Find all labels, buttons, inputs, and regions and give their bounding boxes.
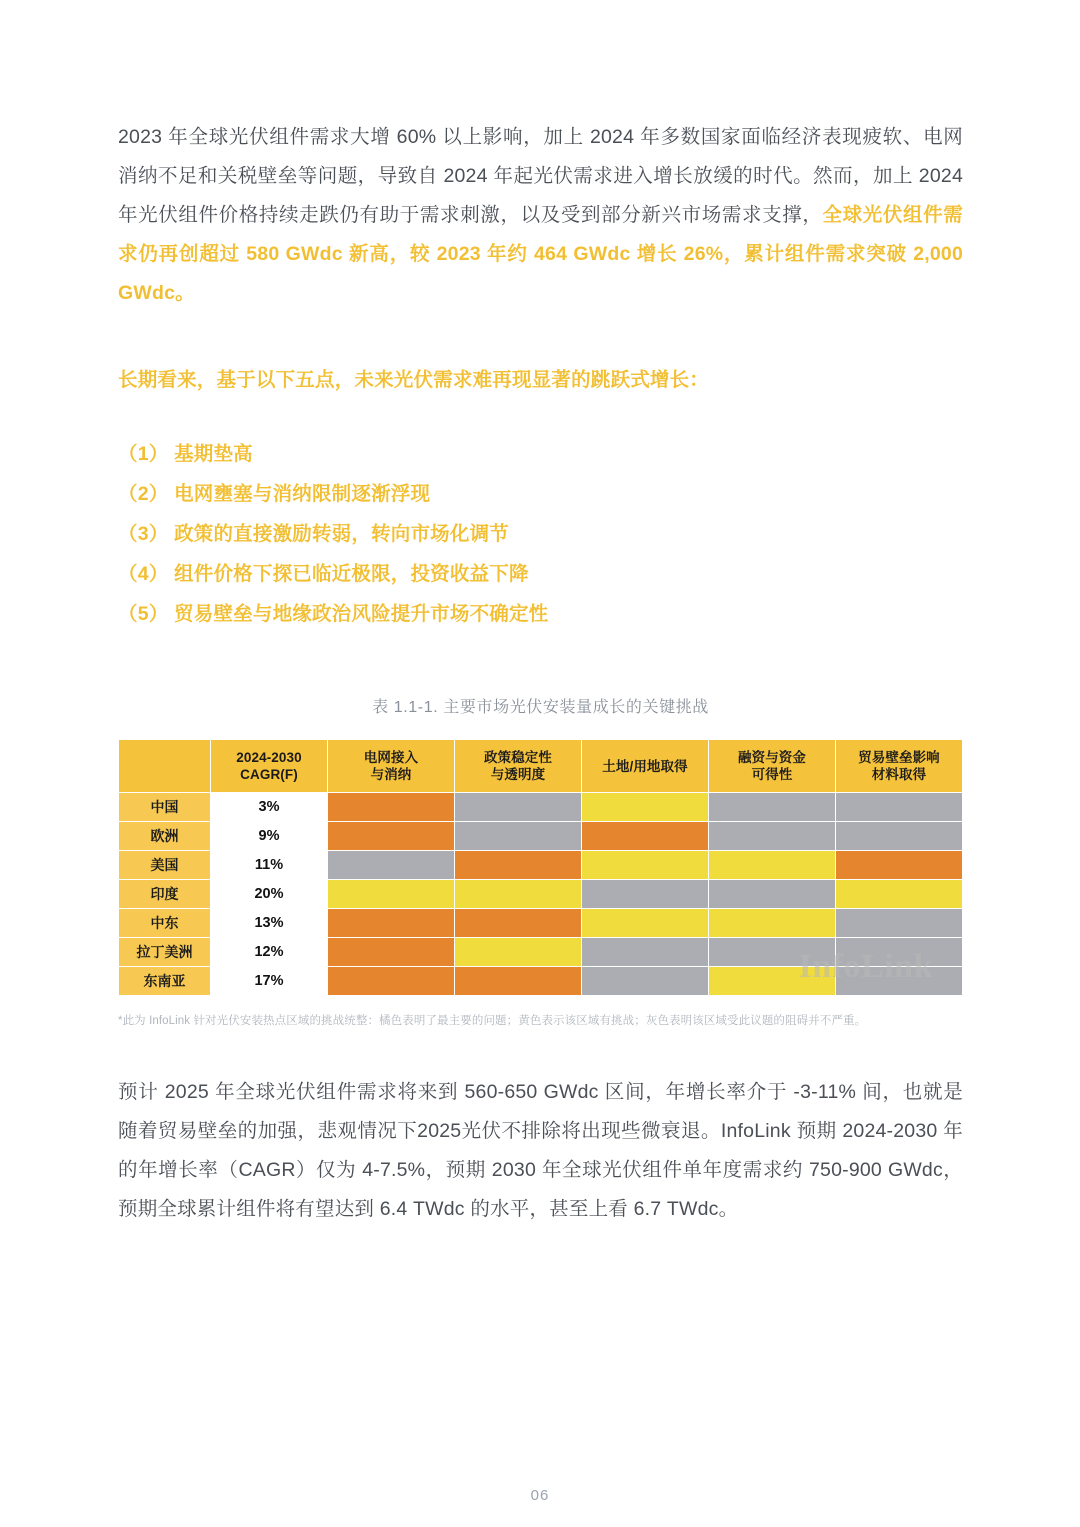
column-header-grid-access (328, 740, 455, 793)
cell-severity (709, 822, 836, 851)
cell-severity (455, 880, 582, 909)
header-line-1: 2024-2030 (236, 750, 302, 765)
cell-severity (455, 851, 582, 880)
column-header-cagr (211, 740, 328, 793)
table-row (119, 938, 963, 967)
forecast-paragraph: 预计 2025 年全球光伏组件需求将来到 560-650 GWdc 区间，年增长率介于 -3-11% 间，也就是随着贸易壁垒的加强，悲观情况下2025光伏不排除将出现些微衰退。InfoLink 预期 2024-2030 年的年增长率（CAGR）仅为 4-7.5%，预期 2030 年全球光伏组件单年度需求约 750-900 GWdc，预期全球累计组件将有望达到 6.4 TWdc 的水平，甚至上看 6.7 TWdc。 (118, 1081, 963, 1220)
spacer (118, 313, 963, 361)
header-line-1: 贸易壁垒影响 (858, 750, 940, 765)
cell-severity (582, 938, 709, 967)
row-header-region: 印度 (119, 880, 211, 909)
cell-cagr: 12% (211, 938, 328, 967)
table-row (119, 851, 963, 880)
cell-severity (328, 851, 455, 880)
cell-severity (709, 967, 836, 996)
challenge-list (118, 434, 963, 634)
list-item: （2） 电网壅塞与消纳限制逐渐浮现 (118, 483, 431, 505)
cell-severity (836, 909, 963, 938)
cell-severity (328, 967, 455, 996)
cell-severity (455, 909, 582, 938)
page-number: 06 (530, 1487, 550, 1504)
table-row (119, 793, 963, 822)
cell-severity (836, 880, 963, 909)
lead-line: 长期看来，基于以下五点，未来光伏需求难再现显著的跳跃式增长： (118, 369, 710, 391)
list-item: （5） 贸易壁垒与地缘政治风险提升市场不确定性 (118, 603, 549, 625)
cell-severity (455, 793, 582, 822)
cell-severity (836, 967, 963, 996)
cell-cagr: 20% (211, 880, 328, 909)
column-header-trade-barrier (836, 740, 963, 793)
cell-severity (582, 793, 709, 822)
cell-cagr: 11% (211, 851, 328, 880)
table-row (119, 909, 963, 938)
cell-cagr: 17% (211, 967, 328, 996)
cell-severity (709, 909, 836, 938)
column-header-land-acquisition (582, 740, 709, 793)
cell-severity (582, 851, 709, 880)
table-header-row (119, 740, 963, 793)
cell-severity (328, 909, 455, 938)
table-section (118, 694, 963, 1029)
table-footnote: *此为 InfoLink 针对光伏安装热点区域的挑战统整：橘色表明了最主要的问题；黄色表示该区域有挑战；灰色表明该区域受此议题的阻碍并不严重。 (118, 1015, 867, 1027)
header-line-1: 融资与资金 (738, 750, 806, 765)
header-line-2: 与透明度 (490, 767, 546, 782)
table-body (119, 793, 963, 996)
intro-paragraph-highlight: 全球光伏组件需求仍再创超过 580 GWdc 新高，较 2023 年约 464 GWdc 增长 26%，累计组件需求突破 2,000 GWdc。 (118, 204, 963, 304)
table-row (119, 822, 963, 851)
cell-severity (582, 909, 709, 938)
row-header-region: 中国 (119, 793, 211, 822)
row-header-region: 拉丁美洲 (119, 938, 211, 967)
intro-paragraph (118, 118, 963, 313)
cell-severity (836, 822, 963, 851)
header-line-2: 材料取得 (871, 767, 927, 782)
header-line-1: 电网接入 (363, 750, 419, 765)
row-header-region: 东南亚 (119, 967, 211, 996)
spacer (118, 1029, 963, 1073)
list-item: （3） 政策的直接激励转弱，转向市场化调节 (118, 523, 509, 545)
list-item: （1） 基期垫高 (118, 443, 253, 465)
cell-severity (328, 938, 455, 967)
spacer (118, 400, 963, 434)
cell-severity (582, 967, 709, 996)
cell-severity (455, 967, 582, 996)
cell-cagr: 13% (211, 909, 328, 938)
header-line-2: 可得性 (751, 767, 793, 782)
column-header-policy-stability (455, 740, 582, 793)
header-line-1: 政策稳定性 (484, 750, 552, 765)
cell-severity (328, 822, 455, 851)
infolink-watermark: InfoLink (798, 948, 933, 985)
header-line-2: 与消纳 (370, 767, 412, 782)
cell-severity (582, 880, 709, 909)
cell-cagr: 9% (211, 822, 328, 851)
column-header-financing (709, 740, 836, 793)
row-header-region: 中东 (119, 909, 211, 938)
table-corner-cell (119, 740, 211, 793)
cell-severity (455, 822, 582, 851)
header-line-2: CAGR(F) (240, 767, 298, 782)
cell-severity (709, 793, 836, 822)
row-header-region: 美国 (119, 851, 211, 880)
cell-severity (836, 793, 963, 822)
cell-severity (328, 880, 455, 909)
intro-paragraph-plain: 2023 年全球光伏组件需求大增 60% 以上影响，加上 2024 年多数国家面临经济表现疲软、电网消纳不足和关税壁垒等问题，导致自 2024 年起光伏需求进入增长放缓的时代。然而，加上 2024 年光伏组件价格持续走跌仍有助于需求刺激，以及受到部分新兴市场需求支撑， (118, 126, 963, 226)
cell-severity (709, 880, 836, 909)
cell-severity (709, 851, 836, 880)
table-row (119, 967, 963, 996)
cell-severity (709, 938, 836, 967)
row-header-region: 欧洲 (119, 822, 211, 851)
cell-cagr: 3% (211, 793, 328, 822)
cell-severity (582, 822, 709, 851)
challenge-matrix-table (118, 739, 963, 996)
table-row (119, 880, 963, 909)
table-header (119, 740, 963, 793)
page-content (118, 118, 963, 1229)
list-item: （4） 组件价格下探已临近极限，投资收益下降 (118, 563, 529, 585)
cell-severity (836, 938, 963, 967)
header-line-1: 土地/用地取得 (602, 758, 688, 774)
cell-severity (328, 793, 455, 822)
cell-severity (455, 938, 582, 967)
cell-severity (836, 851, 963, 880)
table-caption: 表 1.1-1. 主要市场光伏安装量成长的关键挑战 (372, 699, 709, 716)
